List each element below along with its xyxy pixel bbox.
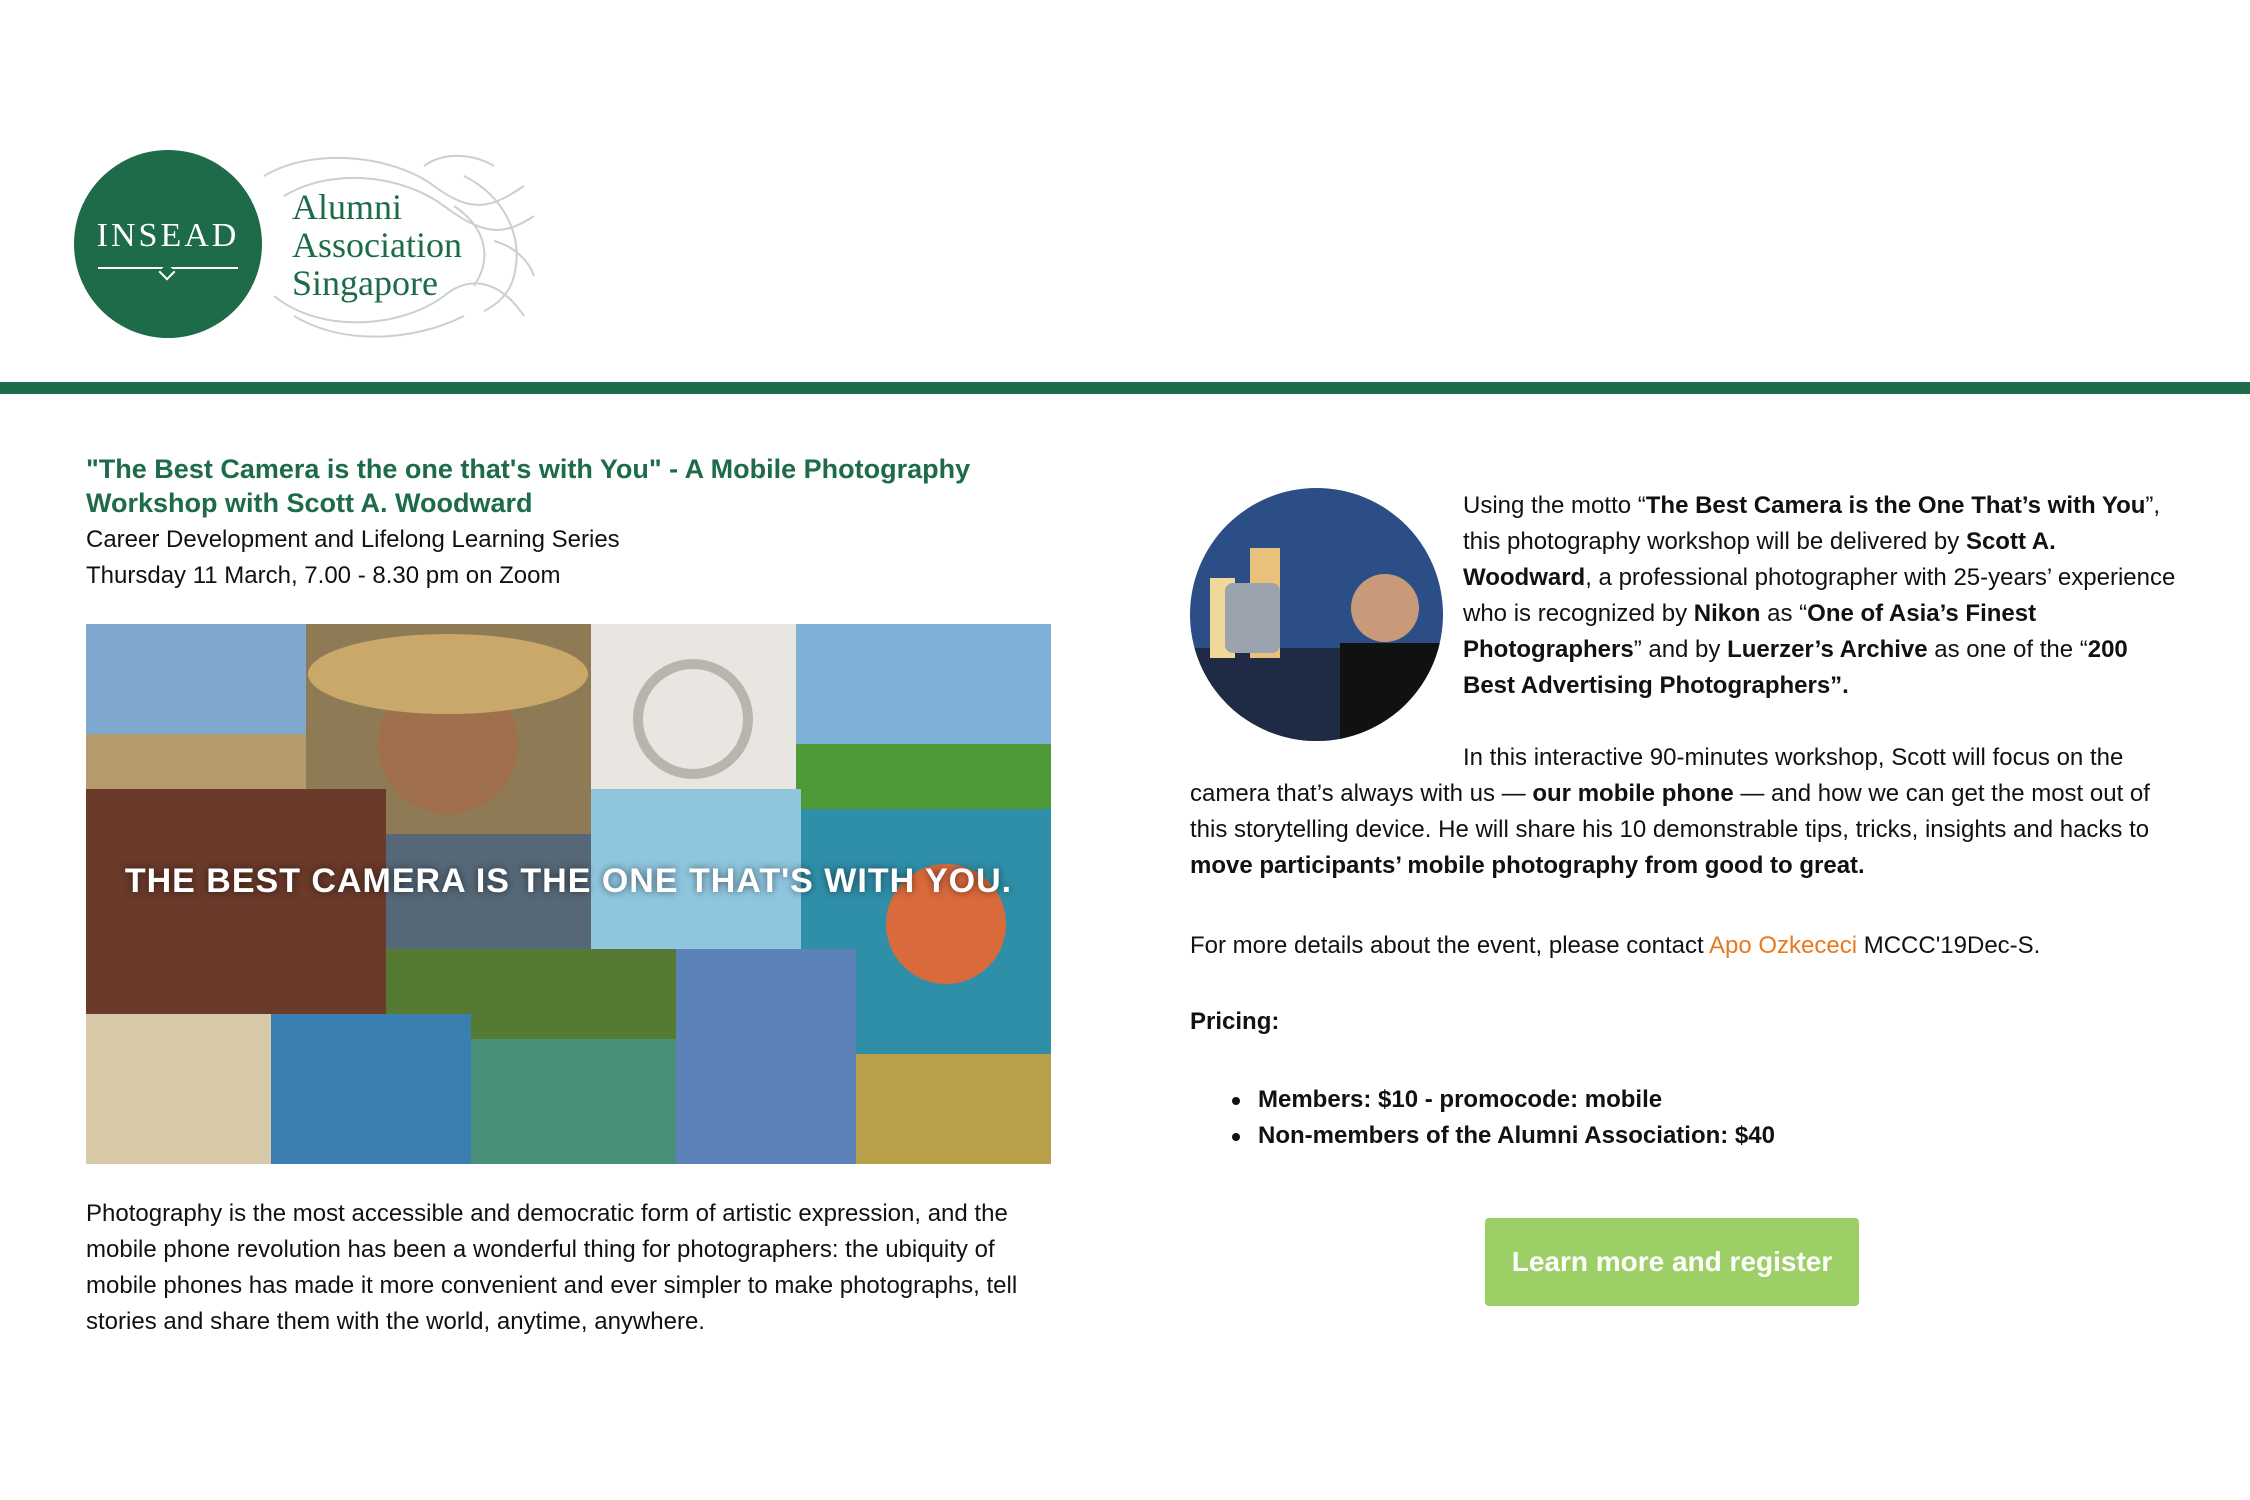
focus-mobile-phone: our mobile phone [1532, 780, 1734, 807]
focus-text: In this interactive 90-minutes workshop, Scott will focus on the camera that’s always with us — [1190, 744, 2124, 807]
pricing-list [1228, 1082, 2180, 1154]
intro-text: as one of the “ [1927, 636, 2088, 663]
event-series: Career Development and Lifelong Learning Series [86, 526, 620, 553]
portrait-image [1190, 488, 1443, 741]
focus-goal: move participants’ mobile photography from good to great. [1190, 852, 1865, 879]
event-datetime: Thursday 11 March, 7.00 - 8.30 pm on Zoom [86, 562, 561, 589]
pricing-label: Pricing: [1190, 1008, 1280, 1035]
event-description: Photography is the most accessible and democratic form of artistic expression, and the mobile phone revolution has been a wonderful thing for photographers: the ubiquity of mobile phones has made it more convenient and ever simpler to make photographs, tell stories and share them with the world, anytime, anywhere. [86, 1200, 1018, 1335]
contact-link[interactable]: Apo Ozkececi [1708, 932, 1858, 959]
collage-caption: THE BEST CAMERA IS THE ONE THAT'S WITH YOU. [124, 862, 1013, 900]
logo-line: Alumni [292, 187, 403, 227]
logo-line: Association [292, 225, 462, 265]
workshop-photo-collage [86, 624, 1051, 1164]
event-summary [86, 452, 1056, 1340]
intro-text: ”, this photography workshop will be delivered by [1463, 492, 2161, 555]
logo-brand: INSEAD [96, 217, 240, 254]
intro-text: as “ [1760, 600, 1808, 627]
event-details [1190, 488, 2180, 1277]
intro-nikon: Nikon [1693, 600, 1761, 627]
intro-accolade: One of Asia’s Finest Photographers [1463, 600, 2037, 663]
insead-alumni-logo [74, 146, 534, 346]
intro-accolade: 200 Best Advertising Photographers”. [1463, 636, 2128, 699]
register-button[interactable]: Learn more and register [1485, 1218, 1859, 1306]
speaker-name: Scott A. Woodward [1463, 528, 2056, 591]
workshop-intro [1463, 488, 2180, 704]
focus-text: — and how we can get the most out of this storytelling device. He will share his 10 demonstrable tips, tricks, insights and hacks to [1190, 780, 2150, 843]
intro-motto: The Best Camera is the One That’s with You [1645, 492, 2146, 519]
speaker-portrait [1190, 488, 1443, 741]
intro-text: Using the motto “ [1463, 492, 1646, 519]
contact-suffix: MCCC'19Dec-S. [1857, 932, 2041, 959]
header-divider [0, 382, 2250, 394]
emblem-rule [98, 267, 238, 269]
contact-prefix: For more details about the event, please contact [1190, 932, 1709, 959]
association-name [292, 188, 462, 302]
intro-text: ” and by [1633, 636, 1728, 663]
contact-line [1190, 928, 2180, 964]
event-title: "The Best Camera is the one that's with You" - A Mobile Photography Workshop with Scott A. Woodward [86, 454, 971, 518]
logo-line: Singapore [292, 263, 438, 303]
intro-text: , a professional photographer with 25-years’ experience who is recognized by [1463, 564, 2176, 627]
insead-emblem [74, 150, 262, 338]
price-item: Members: $10 - promocode: mobile [1228, 1082, 2180, 1118]
workshop-focus [1190, 740, 2180, 884]
intro-archive: Luerzer’s Archive [1727, 636, 1928, 663]
price-item: Non-members of the Alumni Association: $40 [1228, 1118, 2180, 1154]
